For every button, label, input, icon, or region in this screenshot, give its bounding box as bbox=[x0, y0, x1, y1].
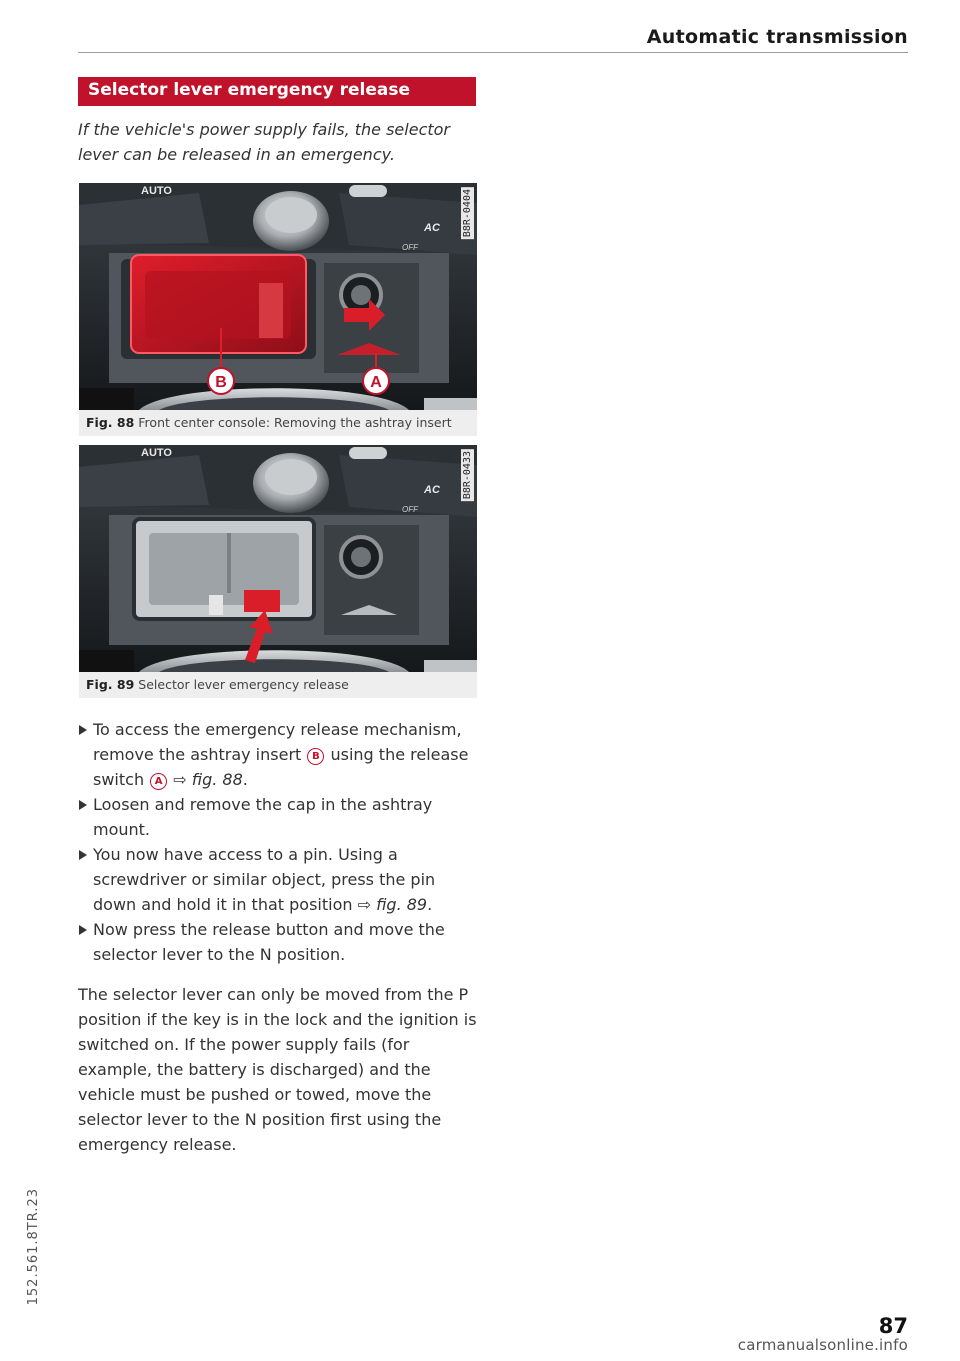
label-auto: AUTO bbox=[141, 185, 172, 197]
step-2-text: Loosen and remove the cap in the ashtray mount. bbox=[93, 795, 433, 839]
figure-89-number: Fig. 89 bbox=[86, 677, 135, 692]
step-4-text: Now press the release button and move the selector lever to the N position. bbox=[93, 920, 445, 964]
chapter-title: Automatic transmission bbox=[646, 26, 908, 48]
fig-89-reference[interactable]: ⇨ fig. 89 bbox=[357, 895, 428, 914]
release-pin bbox=[244, 590, 280, 612]
figure-88-code: B8R-0404 bbox=[462, 189, 473, 238]
console-ashtray-illustration bbox=[79, 183, 477, 410]
callout-b-label: B bbox=[215, 374, 227, 391]
figure-88-caption bbox=[79, 410, 477, 436]
marker-b: B bbox=[307, 748, 324, 765]
figure-89-image bbox=[79, 445, 477, 672]
step-1-end: . bbox=[242, 770, 248, 789]
figure-89-caption-text: Selector lever emergency release bbox=[138, 677, 349, 692]
fig-88-reference[interactable]: ⇨ fig. 88 bbox=[173, 770, 243, 789]
label-ac: AC bbox=[424, 484, 440, 496]
emergency-release-illustration bbox=[79, 445, 477, 672]
watermark: carmanualsonline.info bbox=[737, 1336, 908, 1354]
step-1-text: To access the emergency release mechanism, remove the ashtray insert bbox=[93, 720, 462, 764]
page-number: 87 bbox=[878, 1314, 908, 1338]
intro-text: If the vehicle's power supply fails, the selector lever can be released in an emergency. bbox=[78, 120, 450, 164]
figure-88 bbox=[79, 183, 477, 436]
header-rule bbox=[78, 52, 908, 53]
step-1-text-middle: using the release switch bbox=[93, 745, 469, 789]
figure-89-code: B8R-0433 bbox=[462, 451, 473, 500]
label-off: OFF bbox=[402, 505, 418, 514]
figure-89 bbox=[79, 445, 477, 698]
label-auto: AUTO bbox=[141, 447, 172, 459]
body-paragraph: The selector lever can only be moved from the P position if the key is in the lock and the ignition is switched on. If the power supply fails (for example, the battery is discharged) and the vehicle must be pushed or towed, move the selector lever to the N position first using the emergency release. bbox=[78, 985, 477, 1154]
figure-89-caption bbox=[79, 672, 477, 698]
marker-a: A bbox=[150, 773, 167, 790]
step-item bbox=[78, 792, 478, 842]
label-ac: AC bbox=[424, 222, 440, 234]
step-3-end: . bbox=[427, 895, 433, 914]
steps-list bbox=[78, 717, 478, 967]
callout-a-label: A bbox=[370, 374, 382, 391]
step-item bbox=[78, 842, 478, 917]
step-item bbox=[78, 917, 478, 967]
section-heading: Selector lever emergency release bbox=[78, 77, 476, 106]
label-off: OFF bbox=[402, 243, 418, 252]
figure-88-caption-text: Front center console: Removing the ashtray insert bbox=[138, 415, 452, 430]
figure-88-number: Fig. 88 bbox=[86, 415, 135, 430]
step-3-text: You now have access to a pin. Using a screwdriver or similar object, press the pin down and hold it in that position bbox=[93, 845, 436, 914]
document-code: 152.561.8TR.23 bbox=[26, 1188, 41, 1306]
figure-88-image bbox=[79, 183, 477, 410]
step-item bbox=[78, 717, 478, 792]
